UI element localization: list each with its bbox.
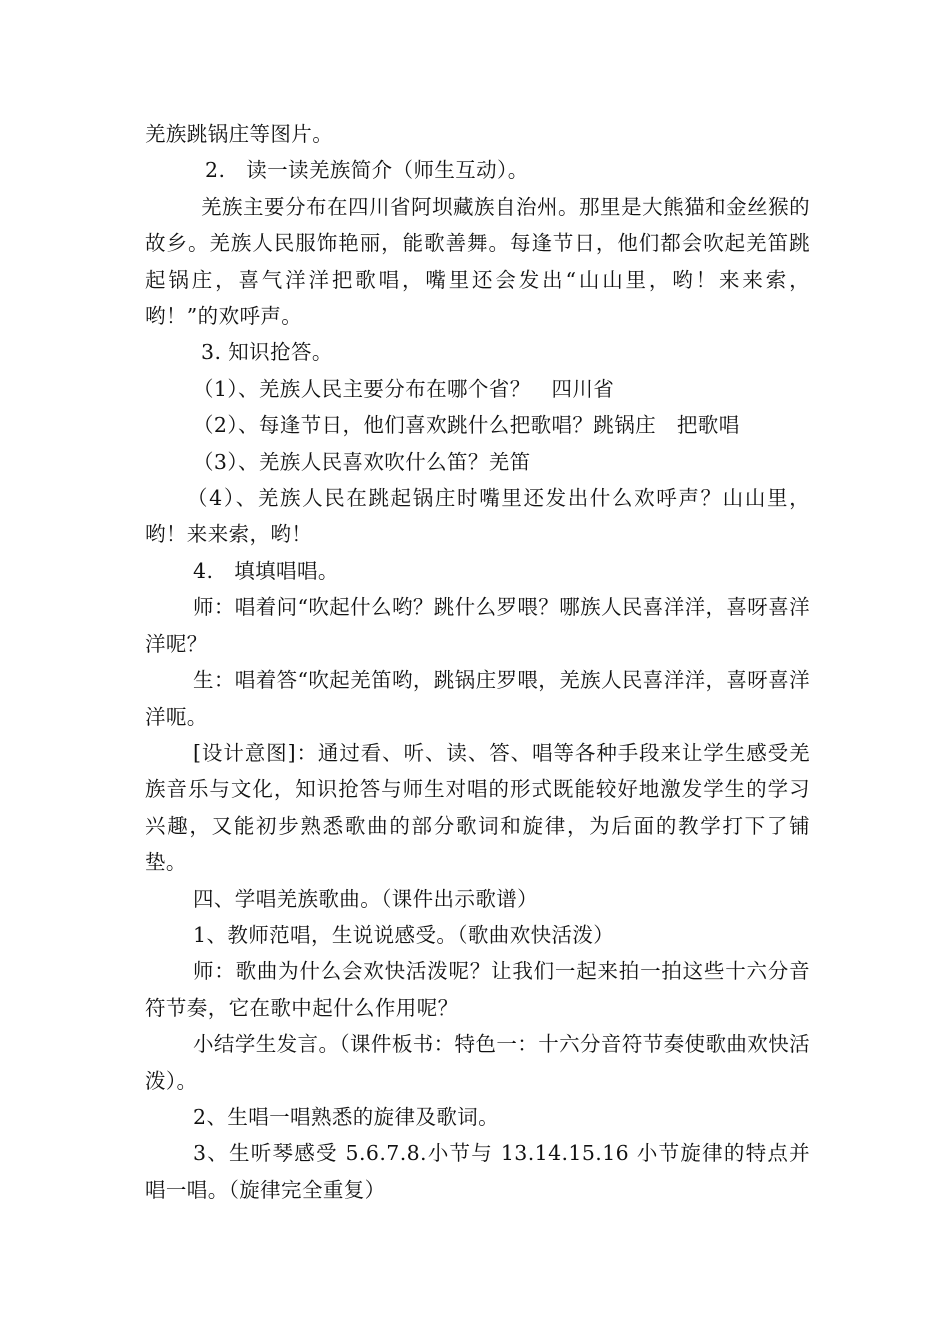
quiz-question-4: （4）、羌族人民在跳起锅庄时嘴里还发出什么欢呼声？山山里，哟！来来索，哟！	[145, 486, 810, 547]
design-intent-paragraph: [设计意图]：通过看、听、读、答、唱等各种手段来让学生感受羌族音乐与文化，知识抢答与师生对唱的形式既能较好地激发学生的学习兴趣，又能初步熟悉歌曲的部分歌词和旋律，为后面的教学打下了铺垫。	[145, 740, 810, 875]
section-4-step-1: 1、教师范唱，生说说感受。（歌曲欢快活泼）	[193, 922, 615, 947]
paragraph-image-caption-continued: 羌族跳锅庄等图片。	[145, 122, 334, 146]
teacher-rhythm-question: 师：歌曲为什么会欢快活泼呢？让我们一起来拍一拍这些十六分音符节奏，它在歌中起什么作用呢？	[145, 959, 810, 1020]
qiang-intro-paragraph: 羌族主要分布在四川省阿坝藏族自治州。那里是大熊猫和金丝猴的故乡。羌族人民服饰艳丽，能歌善舞。每逢节日，他们都会吹起羌笛跳起锅庄，喜气洋洋把歌唱，嘴里还会发出“山山里，哟！来来索，哟！”的欢呼声。	[145, 194, 810, 329]
step-4-heading: 4. 填填唱唱。	[193, 558, 339, 583]
student-sung-answer: 生：唱着答“吹起羌笛哟，跳锅庄罗喂，羌族人民喜洋洋，喜呀喜洋洋呃。	[145, 668, 810, 729]
summary-feature-one: 小结学生发言。（课件板书：特色一：十六分音符节奏使歌曲欢快活泼）。	[145, 1032, 810, 1093]
section-4-step-2: 2、生唱一唱熟悉的旋律及歌词。	[193, 1104, 500, 1129]
step-2-heading: 2. 读一读羌族简介（师生互动）。	[205, 158, 529, 183]
step-3-heading: 3. 知识抢答。	[201, 340, 333, 365]
document-body	[145, 116, 810, 1208]
quiz-question-1: （1）、羌族人民主要分布在哪个省？ 四川省	[193, 376, 615, 401]
section-4-heading: 四、学唱羌族歌曲。（课件出示歌谱）	[193, 886, 539, 911]
quiz-question-2: （2）、每逢节日，他们喜欢跳什么把歌唱？跳锅庄 把歌唱	[193, 413, 740, 438]
section-4-step-3: 3、生听琴感受 5.6.7.8.小节与 13.14.15.16 小节旋律的特点并唱一唱。（旋律完全重复）	[145, 1141, 810, 1202]
teacher-sung-question: 师：唱着问“吹起什么哟？跳什么罗喂？哪族人民喜洋洋，喜呀喜洋洋呢？	[145, 595, 810, 656]
quiz-question-3: （3）、羌族人民喜欢吹什么笛？羌笛	[193, 449, 531, 474]
